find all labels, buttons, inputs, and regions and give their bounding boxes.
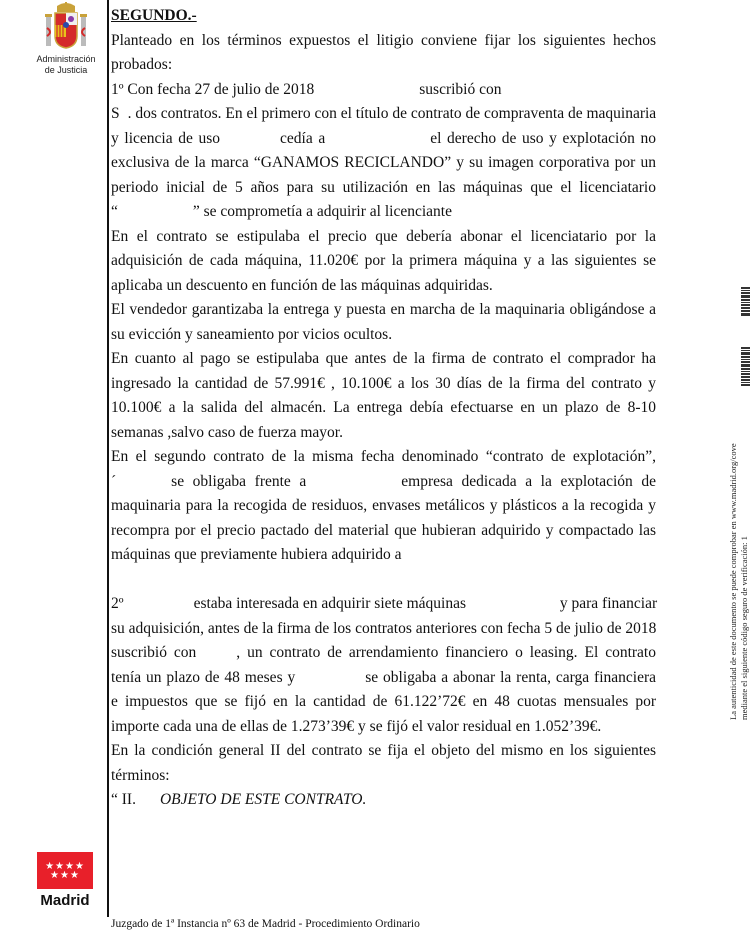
text-segment: y licencia de uso — [111, 129, 221, 147]
text-line: periodo inicial de 5 años para su utilización en las máquinas que el licenciatario — [111, 178, 656, 196]
text-line: términos: — [111, 766, 170, 784]
text-line: aplicaba un descuento en función de las máquinas adquiridas. — [111, 276, 493, 294]
text-line — [111, 127, 656, 152]
margin-rule — [107, 0, 109, 917]
verification-line1: La autenticidad de este documento se puede comprobar en www.madrid.org/cove — [728, 443, 738, 720]
blank-line — [111, 568, 656, 593]
text-segment: cedía a — [280, 129, 326, 147]
barcode-icon — [741, 287, 750, 317]
logo-caption-line1: Administración — [36, 54, 96, 64]
text-segment: suscribió con — [111, 644, 197, 661]
text-line: En cuanto al pago se estipulaba que antes de la firma de contrato el comprador ha — [111, 350, 656, 367]
text-line: 10.100€ a la salida del almacén. La entrega debía efectuarse en un plazo de 8-10 — [111, 399, 656, 416]
text-line: importe cada una de ellas de 1.273’39€ y se fijó el valor residual en 1.052’39€. — [111, 717, 602, 735]
text-segment: estaba interesada en adquirir siete máquinas — [193, 595, 470, 612]
text-line: maquinaria para la recogida de residuos, envases metálicos y plásticos a la recogida y — [111, 497, 656, 514]
text-line: ingresado la cantidad de 57.991€ , 10.100€ a los 30 días de la firma del contrato y — [111, 374, 656, 392]
text-segment: y para financiar — [559, 595, 658, 612]
verification-sidebar — [708, 0, 748, 937]
text-line — [111, 102, 656, 127]
text-line: probados: — [111, 56, 173, 73]
text-line — [111, 200, 656, 225]
text-segment: se obligaba a abonar la renta, carga financiera — [365, 668, 656, 686]
document-body — [111, 4, 656, 813]
text-line: En el contrato se estipulaba el precio que debería abonar el licenciatario por la — [111, 227, 656, 245]
text-line: su evicción y saneamiento por vicios ocultos. — [111, 325, 393, 343]
text-line: semanas ,salvo caso de fuerza mayor. — [111, 423, 343, 441]
logo-caption-line2: de Justicia — [44, 65, 88, 75]
text-segment: ´ — [111, 472, 117, 490]
text-segment: 1º Con fecha 27 de julio de 2018 — [111, 80, 315, 98]
text-line: En la condición general II del contrato se fija el objeto del mismo en los siguientes — [111, 742, 656, 759]
section-heading: SEGUNDO.- — [111, 7, 197, 24]
text-line — [111, 78, 656, 103]
text-line: máquinas que previamente hubiera adquirido a — [111, 546, 402, 563]
text-segment: ” se comprometía a adquirir al licenciante — [192, 203, 452, 220]
administracion-justicia-logo — [28, 2, 104, 76]
madrid-label: Madrid — [40, 892, 90, 909]
verification-line2: mediante el siguiente código seguro de verificación: 1 — [739, 536, 749, 720]
text-segment: empresa dedicada a la explotación de — [401, 472, 656, 490]
text-segment: se obligaba frente a — [171, 472, 307, 490]
text-line: su adquisición, antes de la firma de los contratos anteriores con fecha 5 de julio de 2018 — [111, 619, 657, 637]
text-line: En el segundo contrato de la misma fecha denominado “contrato de explotación”, — [111, 448, 656, 465]
comunidad-madrid-logo — [37, 852, 93, 909]
text-segment: el derecho de uso y explotación no — [430, 129, 656, 147]
madrid-stars: ★★★★ ★★★ — [45, 860, 85, 881]
court-footer: Juzgado de 1ª Instancia nº 63 de Madrid - Procedimiento Ordinario — [111, 918, 420, 930]
text-line: recompra por el precio pactado del material que hubieran adquirido y compactado las — [111, 521, 656, 539]
text-segment: “ — [111, 203, 118, 220]
text-line: exclusiva de la marca “GANAMOS RECICLANDO” y su imagen corporativa por un — [111, 154, 656, 171]
text-line — [111, 592, 656, 617]
text-segment: 2º — [111, 595, 124, 612]
text-segment: . dos contratos. En el primero con el título de contrato de compraventa de maquinaria — [127, 105, 657, 122]
text-segment: suscribió con — [419, 80, 502, 98]
text-segment: , un contrato de arrendamiento financiero o leasing. El contrato — [236, 644, 656, 661]
text-segment: S — [111, 105, 120, 122]
text-segment: tenía un plazo de 48 meses y — [111, 668, 296, 686]
text-line: Planteado en los términos expuestos el litigio conviene fijar los siguientes hechos — [111, 31, 656, 49]
text-segment: “ II. — [111, 791, 136, 808]
text-line: e impuestos que se fijó en la cantidad de 61.122’72€ en 48 cuotas mensuales por — [111, 693, 656, 710]
verification-text — [728, 420, 750, 720]
madrid-flag-icon — [37, 852, 93, 889]
text-segment: OBJETO DE ESTE CONTRATO. — [159, 791, 367, 808]
text-line — [111, 641, 656, 666]
text-line: El vendedor garantizaba la entrega y puesta en marcha de la maquinaria obligándose a — [111, 301, 656, 318]
text-line — [111, 666, 656, 691]
barcode-icon — [741, 347, 750, 387]
quote-heading — [111, 788, 656, 813]
text-line: adquisición de cada máquina, 11.020€ por la primera máquina y a las siguientes se — [111, 252, 656, 269]
text-line — [111, 470, 656, 495]
coat-of-arms-icon — [43, 2, 89, 54]
